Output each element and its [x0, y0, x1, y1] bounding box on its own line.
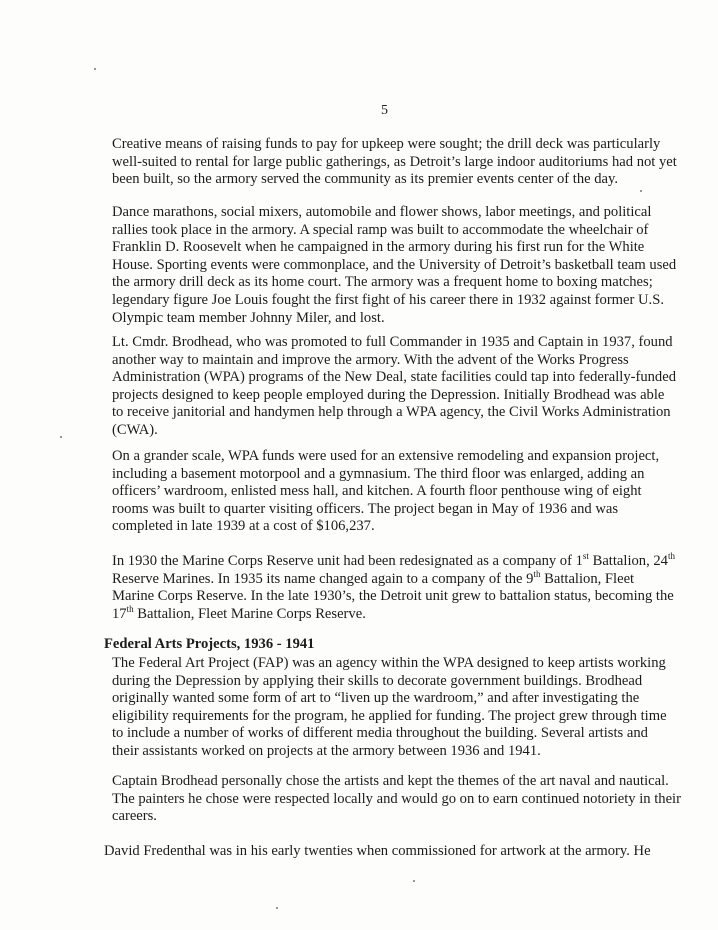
text-line: to receive janitorial and handymen help through a WPA agency, the Civil Works Administration — [112, 404, 671, 421]
text-line: Reserve Marines. In 1935 its name changed again to a company of the 9th Battalion, Fleet — [112, 568, 635, 587]
ordinal-suffix: th — [533, 568, 541, 579]
paragraph-events — [112, 204, 677, 327]
text-line: projects designed to keep people employed during the Depression. Initially Brodhead was able — [112, 386, 665, 403]
scan-speck — [60, 436, 62, 438]
paragraph-fredenthal — [104, 843, 651, 861]
text-line: rooms was built to quarter visiting officers. The project began in May of 1936 and was — [112, 500, 619, 517]
text-line: rallies took place in the armory. A special ramp was built to accommodate the wheelchair of — [112, 221, 649, 238]
text-line: Marine Corps Reserve. In the late 1930’s, the Detroit unit grew to battalion status, becoming the — [112, 588, 674, 605]
paragraph-wpa-intro — [112, 334, 676, 440]
text-line: Lt. Cmdr. Brodhead, who was promoted to full Commander in 1935 and Captain in 1937, found — [112, 334, 673, 350]
paragraph-artists — [112, 773, 681, 826]
text-line: Administration (WPA) programs of the New Deal, state facilities could tap into federally-funded — [112, 369, 676, 386]
paragraph-fap — [112, 655, 667, 761]
text-line: Captain Brodhead personally chose the artists and kept the themes of the art naval and nautical. — [112, 773, 669, 789]
paragraph-fundraising — [112, 136, 677, 189]
scan-speck — [94, 68, 96, 70]
text-line: Dance marathons, social mixers, automobile and flower shows, labor meetings, and political — [112, 204, 652, 220]
text-line: to include a number of works of different media throughout the building. Several artists and — [112, 725, 648, 742]
ordinal-suffix: th — [667, 551, 675, 562]
text-line: House. Sporting events were commonplace, and the University of Detroit’s basketball team used — [112, 256, 677, 273]
section-heading: Federal Arts Projects, 1936 - 1941 — [104, 636, 315, 652]
text-line: officers’ wardroom, enlisted mess hall, and kitchen. A fourth floor penthouse wing of eight — [112, 483, 642, 500]
page-number: 5 — [381, 103, 388, 118]
ordinal-suffix: th — [126, 603, 134, 614]
text-line: Olympic team member Johnny Miler, and lost. — [112, 309, 385, 326]
text-line: another way to maintain and improve the armory. With the advent of the Works Progress — [112, 351, 629, 368]
text-line: On a grander scale, WPA funds were used for an extensive remodeling and expansion project, — [112, 448, 660, 464]
text-line: their assistants worked on projects at the armory between 1936 and 1941. — [112, 742, 541, 759]
text-line: including a basement motorpool and a gymnasium. The third floor was enlarged, adding an — [112, 465, 645, 482]
scan-speck — [413, 880, 415, 882]
text-line: 17th Battalion, Fleet Marine Corps Reserve. — [112, 603, 366, 622]
text-line: originally wanted some form of art to “liven up the wardroom,” and after investigating the — [112, 690, 640, 707]
text-line: during the Depression by applying their skills to decorate government buildings. Brodhead — [112, 672, 643, 689]
text-line: David Fredenthal was in his early twenties when commissioned for artwork at the armory. He — [104, 843, 651, 859]
scan-speck — [640, 190, 642, 192]
paragraph-marine-corps — [112, 551, 675, 623]
text-line: careers. — [112, 808, 157, 825]
text-line: The painters he chose were respected locally and would go on to earn continued notoriety in their — [112, 790, 681, 807]
text-line: Creative means of raising funds to pay for upkeep were sought; the drill deck was particularly — [112, 136, 661, 152]
text-line: well-suited to rental for large public gatherings, as Detroit’s large indoor auditoriums had not yet — [112, 153, 677, 170]
text-line: eligibility requirements for the program, he applied for funding. The project grew through time — [112, 707, 667, 724]
text-line: the armory drill deck as its home court. The armory was a frequent home to boxing matches; — [112, 274, 653, 291]
text-line: legendary figure Joe Louis fought the first fight of his career there in 1932 against former U.S. — [112, 291, 664, 308]
text-line: In 1930 the Marine Corps Reserve unit had been redesignated as a company of 1st Battalion, 24th — [112, 551, 675, 569]
paragraph-remodeling — [112, 448, 660, 536]
text-line: Franklin D. Roosevelt when he campaigned in the armory during his first run for the White — [112, 239, 645, 256]
text-line: been built, so the armory served the community as its premier events center of the day. — [112, 171, 619, 188]
text-line: completed in late 1939 at a cost of $106,237. — [112, 518, 375, 535]
ordinal-suffix: st — [582, 551, 589, 562]
text-line: The Federal Art Project (FAP) was an agency within the WPA designed to keep artists working — [112, 655, 666, 671]
scan-speck — [276, 907, 278, 909]
text-line: (CWA). — [112, 421, 158, 438]
